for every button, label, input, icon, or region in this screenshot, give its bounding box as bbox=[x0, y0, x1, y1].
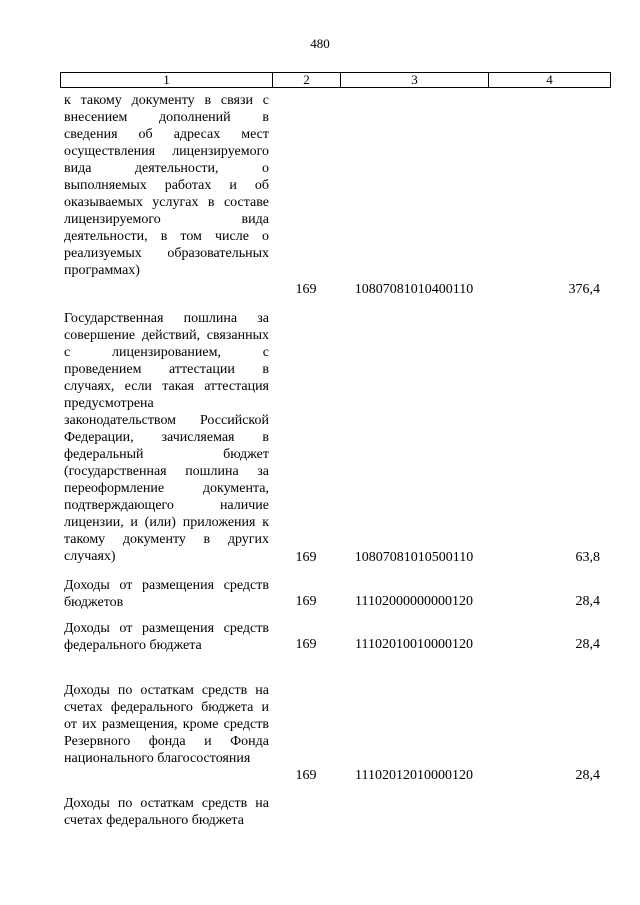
row-description: к такому документу в связи с внесением дополнений в сведения об адресах мест осуществления лицензируемого вида деятельности, о выполняемых работах и об оказываемых услугах в составе лицензируемого вида деятельности, в том числе о реализуемых образовательных программах) bbox=[64, 93, 269, 278]
row-kbk: 11102010010000120 bbox=[355, 637, 473, 652]
row-description: Доходы от размещения средств бюджетов bbox=[64, 578, 269, 610]
header-col-1: 1 bbox=[61, 73, 273, 87]
row-description: Доходы от размещения средств федерального бюджета bbox=[64, 621, 269, 653]
header-col-4: 4 bbox=[546, 72, 553, 87]
row-code: 169 bbox=[295, 594, 317, 609]
row-kbk: 11102012010000120 bbox=[355, 768, 473, 783]
row-description: Государственная пошлина за совершение действий, связанных с лицензированием, с проведением аттестации в случаях, если такая аттестация предусмотрена законодательством Российской Федерации, зачисляемая в федеральный бюджет (государственная пошлина за переоформление документа, подтверждающего наличие лицензии, и (или) приложения к такому документу в других случаях) bbox=[64, 311, 269, 564]
row-code: 169 bbox=[295, 768, 317, 783]
row-code: 169 bbox=[295, 282, 317, 297]
row-kbk: 11102000000000120 bbox=[355, 594, 473, 609]
header-col-3: 3 bbox=[341, 73, 489, 87]
row-code: 169 bbox=[295, 637, 317, 652]
row-amount: 28,4 bbox=[575, 768, 600, 783]
row-amount: 28,4 bbox=[575, 594, 600, 609]
row-description: Доходы по остаткам средств на счетах федерального бюджета и от их размещения, кроме средств Резервного фонда и Фонда национального благосостояния bbox=[64, 683, 269, 766]
row-kbk: 10807081010400110 bbox=[354, 282, 474, 297]
row-amount: 28,4 bbox=[575, 637, 600, 652]
header-col-2: 2 bbox=[273, 73, 341, 87]
row-code: 169 bbox=[295, 550, 317, 565]
row-amount: 63,8 bbox=[575, 550, 600, 565]
row-description: Доходы по остаткам средств на счетах федерального бюджета bbox=[64, 796, 269, 828]
page-number: 480 bbox=[310, 36, 330, 51]
row-amount: 376,4 bbox=[568, 282, 600, 297]
row-kbk: 10807081010500110 bbox=[354, 550, 474, 565]
table-header bbox=[60, 72, 611, 88]
